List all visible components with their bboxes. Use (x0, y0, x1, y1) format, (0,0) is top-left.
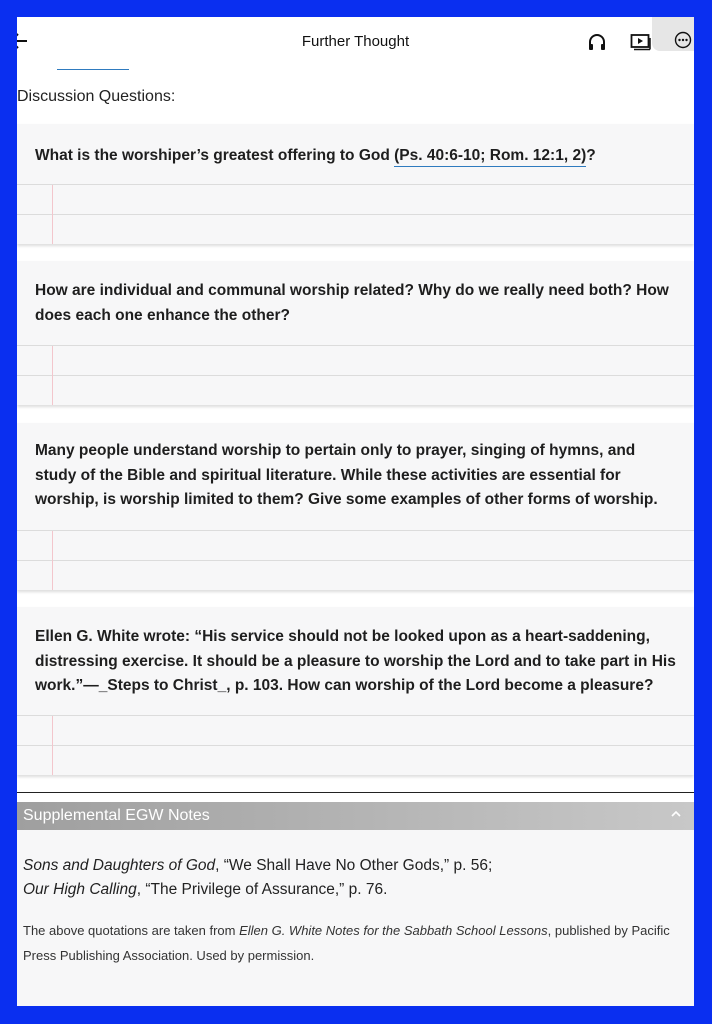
chevron-up-icon[interactable] (670, 809, 682, 819)
audio-button[interactable] (586, 31, 608, 53)
question-card-4 (17, 607, 694, 775)
question-text: How are individual and communal worship related? Why do we really need both? How does each one enhance the other? (35, 282, 669, 324)
play-video-icon (630, 33, 652, 51)
video-button[interactable] (630, 31, 652, 53)
book-title: Our High Calling (23, 881, 137, 898)
question-text: Many people understand worship to pertain only to prayer, singing of hymns, and study of the Bible and spiritual literature. While these activities are essential for worship, is worship limited to them? Give some examples of other forms of worship. (35, 442, 658, 508)
supplemental-notes-body (17, 830, 694, 1006)
more-button[interactable] (674, 31, 692, 54)
book-title: Sons and Daughters of God (23, 857, 216, 874)
scripture-link[interactable]: (Ps. 40:6-10; Rom. 12:1, 2) (394, 147, 586, 167)
reference-line: Our High Calling, “The Privilege of Assurance,” p. 76. (23, 881, 388, 898)
top-bar (17, 17, 694, 63)
question-card-3 (17, 423, 694, 590)
answer-input[interactable] (17, 531, 694, 590)
answer-input[interactable] (17, 185, 694, 244)
attribution-note: The above quotations are taken from Ellen G. White Notes for the Sabbath School Lessons, published by Pacific Press Publishing Association. Used by permission. (23, 923, 670, 963)
question-text: Ellen G. White wrote: “His service should not be looked upon as a heart-saddening, distressing exercise. It should be a pleasure to worship the Lord and to take part in His work.”—_Steps to Christ_, p. 103. How can worship of the Lord become a pleasure? (35, 628, 676, 694)
screen (17, 17, 694, 1006)
question-card-1 (17, 124, 694, 244)
more-icon (674, 31, 692, 49)
source-title: Ellen G. White Notes for the Sabbath School Lessons (239, 923, 548, 938)
previous-link-underline (57, 63, 129, 70)
section-divider (17, 792, 694, 793)
supplemental-notes-title: Supplemental EGW Notes (23, 807, 210, 824)
question-card-2 (17, 261, 694, 405)
page-title: Further Thought (301, 33, 410, 50)
headphones-icon (587, 33, 607, 51)
question-text: What is the worshiper’s greatest offering to God (Ps. 40:6-10; Rom. 12:1, 2)? (17, 124, 694, 169)
answer-input[interactable] (17, 346, 694, 405)
discussion-questions-label: Discussion Questions: (17, 88, 176, 105)
supplemental-notes-header[interactable] (17, 802, 694, 830)
reference-line: Sons and Daughters of God, “We Shall Have No Other Gods,” p. 56; (23, 857, 493, 874)
answer-input[interactable] (17, 716, 694, 775)
